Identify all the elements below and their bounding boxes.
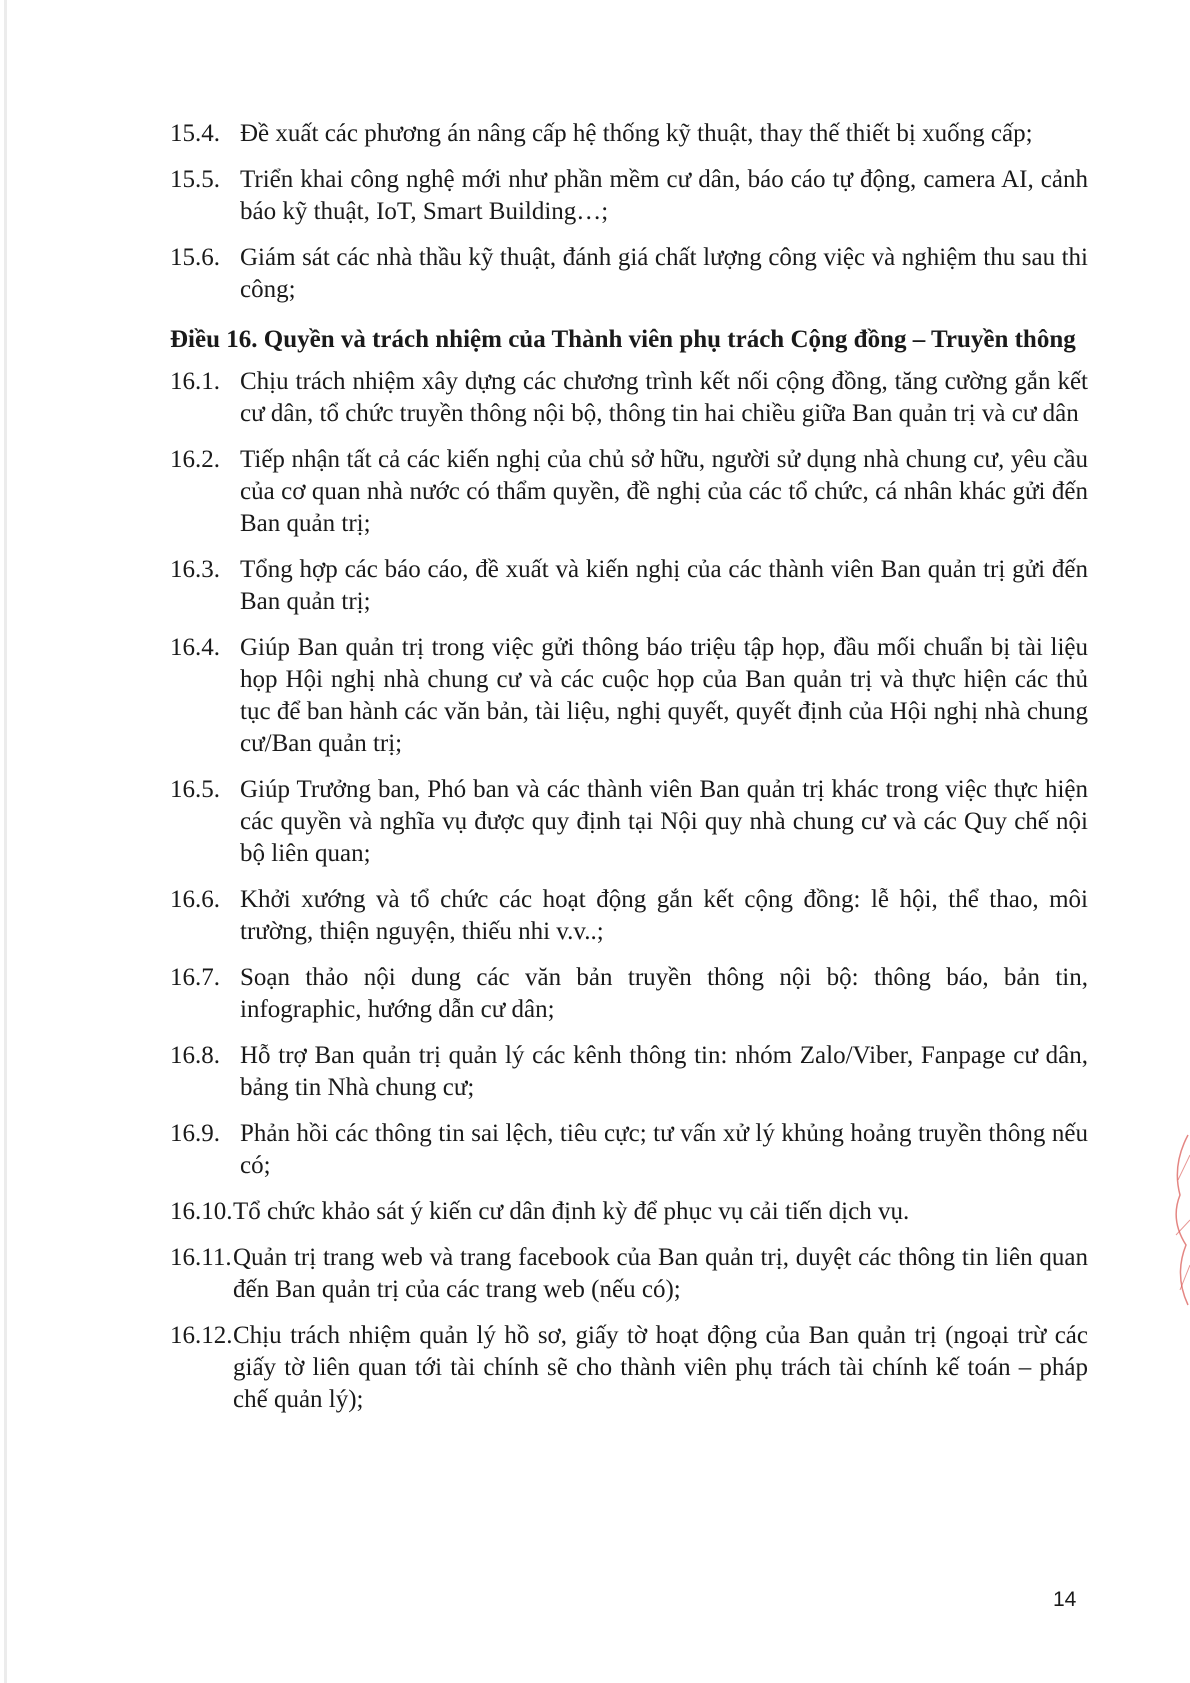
- list-item-15-6: [170, 242, 1088, 306]
- item-number: 15.5.: [170, 166, 220, 193]
- item-text: Giúp Ban quản trị trong việc gửi thông báo triệu tập họp, đầu mối chuẩn bị tài liệu họp Hội nghị nhà chung cư và các cuộc họp của Ban quản trị và thực hiện các thủ tục để ban hành các văn bản, tài liệu, nghị quyết, quyết định của Hội nghị nhà chung cư/Ban quản trị;: [240, 634, 1088, 757]
- document-body: [170, 118, 1088, 1430]
- item-text: Triển khai công nghệ mới như phần mềm cư dân, báo cáo tự động, camera AI, cảnh báo kỹ thuật, IoT, Smart Building…;: [240, 166, 1088, 225]
- list-item-16-3: [170, 554, 1088, 618]
- item-number: 16.1.: [170, 368, 220, 395]
- item-text: Phản hồi các thông tin sai lệch, tiêu cực; tư vấn xử lý khủng hoảng truyền thông nếu có;: [240, 1120, 1088, 1179]
- item-number: 16.5.: [170, 776, 220, 803]
- item-number: 16.11.: [170, 1244, 232, 1271]
- item-text: Soạn thảo nội dung các văn bản truyền thông nội bộ: thông báo, bản tin, infographic, hướng dẫn cư dân;: [240, 964, 1088, 1023]
- item-number: 16.8.: [170, 1042, 220, 1069]
- item-text: Đề xuất các phương án nâng cấp hệ thống kỹ thuật, thay thế thiết bị xuống cấp;: [240, 120, 1033, 147]
- list-item-15-4: [170, 118, 1088, 150]
- item-text: Giám sát các nhà thầu kỹ thuật, đánh giá chất lượng công việc và nghiệm thu sau thi công;: [240, 244, 1088, 303]
- item-number: 15.4.: [170, 120, 220, 147]
- item-number: 16.3.: [170, 556, 220, 583]
- item-text: Quản trị trang web và trang facebook của Ban quản trị, duyệt các thông tin liên quan đến Ban quản trị của các trang web (nếu có);: [233, 1244, 1088, 1303]
- item-number: 16.7.: [170, 964, 220, 991]
- list-item-16-6: [170, 884, 1088, 948]
- list-item-16-4: [170, 632, 1088, 760]
- item-text: Chịu trách nhiệm xây dựng các chương trình kết nối cộng đồng, tăng cường gắn kết cư dân, tổ chức truyền thông nội bộ, thông tin hai chiều giữa Ban quản trị và cư dân: [240, 368, 1088, 427]
- item-number: 16.10.: [170, 1198, 233, 1225]
- list-item-16-5: [170, 774, 1088, 870]
- item-text: Tổng hợp các báo cáo, đề xuất và kiến nghị của các thành viên Ban quản trị gửi đến Ban quản trị;: [240, 556, 1088, 615]
- list-item-16-7: [170, 962, 1088, 1026]
- scan-edge: [4, 0, 7, 1683]
- list-item-16-11: [170, 1242, 1088, 1306]
- item-text: Hỗ trợ Ban quản trị quản lý các kênh thông tin: nhóm Zalo/Viber, Fanpage cư dân, bảng tin Nhà chung cư;: [240, 1042, 1088, 1101]
- item-number: 16.6.: [170, 886, 220, 913]
- item-number: 16.4.: [170, 634, 220, 661]
- item-text: Tiếp nhận tất cả các kiến nghị của chủ sở hữu, người sử dụng nhà chung cư, yêu cầu của cơ quan nhà nước có thẩm quyền, đề nghị của các tổ chức, cá nhân khác gửi đến Ban quản trị;: [240, 446, 1088, 537]
- list-item-15-5: [170, 164, 1088, 228]
- item-number: 16.2.: [170, 446, 220, 473]
- item-text: Giúp Trưởng ban, Phó ban và các thành viên Ban quản trị khác trong việc thực hiện các quyền và nghĩa vụ được quy định tại Nội quy nhà chung cư và các Quy chế nội bộ liên quan;: [240, 776, 1088, 867]
- item-number: 15.6.: [170, 244, 220, 271]
- item-text: Chịu trách nhiệm quản lý hồ sơ, giấy tờ hoạt động của Ban quản trị (ngoại trừ các giấy tờ liên quan tới tài chính sẽ cho thành viên phụ trách tài chính kế toán – pháp chế quản lý);: [233, 1322, 1088, 1413]
- article-16-heading: Điều 16. Quyền và trách nhiệm của Thành viên phụ trách Cộng đồng – Truyền thông: [170, 326, 1076, 353]
- item-text: Khởi xướng và tổ chức các hoạt động gắn kết cộng đồng: lễ hội, thể thao, môi trường, thiện nguyện, thiếu nhi v.v..;: [240, 886, 1088, 945]
- item-number: 16.12.: [170, 1322, 233, 1349]
- item-number: 16.9.: [170, 1120, 220, 1147]
- list-item-16-1: [170, 366, 1088, 430]
- list-item-16-8: [170, 1040, 1088, 1104]
- seal-stamp-fragment: [1160, 1125, 1190, 1315]
- list-item-16-10: [170, 1196, 1088, 1228]
- list-item-16-2: [170, 444, 1088, 540]
- item-text: Tổ chức khảo sát ý kiến cư dân định kỳ để phục vụ cải tiến dịch vụ.: [233, 1198, 910, 1225]
- list-item-16-9: [170, 1118, 1088, 1182]
- list-item-16-12: [170, 1320, 1088, 1416]
- page-number: 14: [1053, 1588, 1077, 1611]
